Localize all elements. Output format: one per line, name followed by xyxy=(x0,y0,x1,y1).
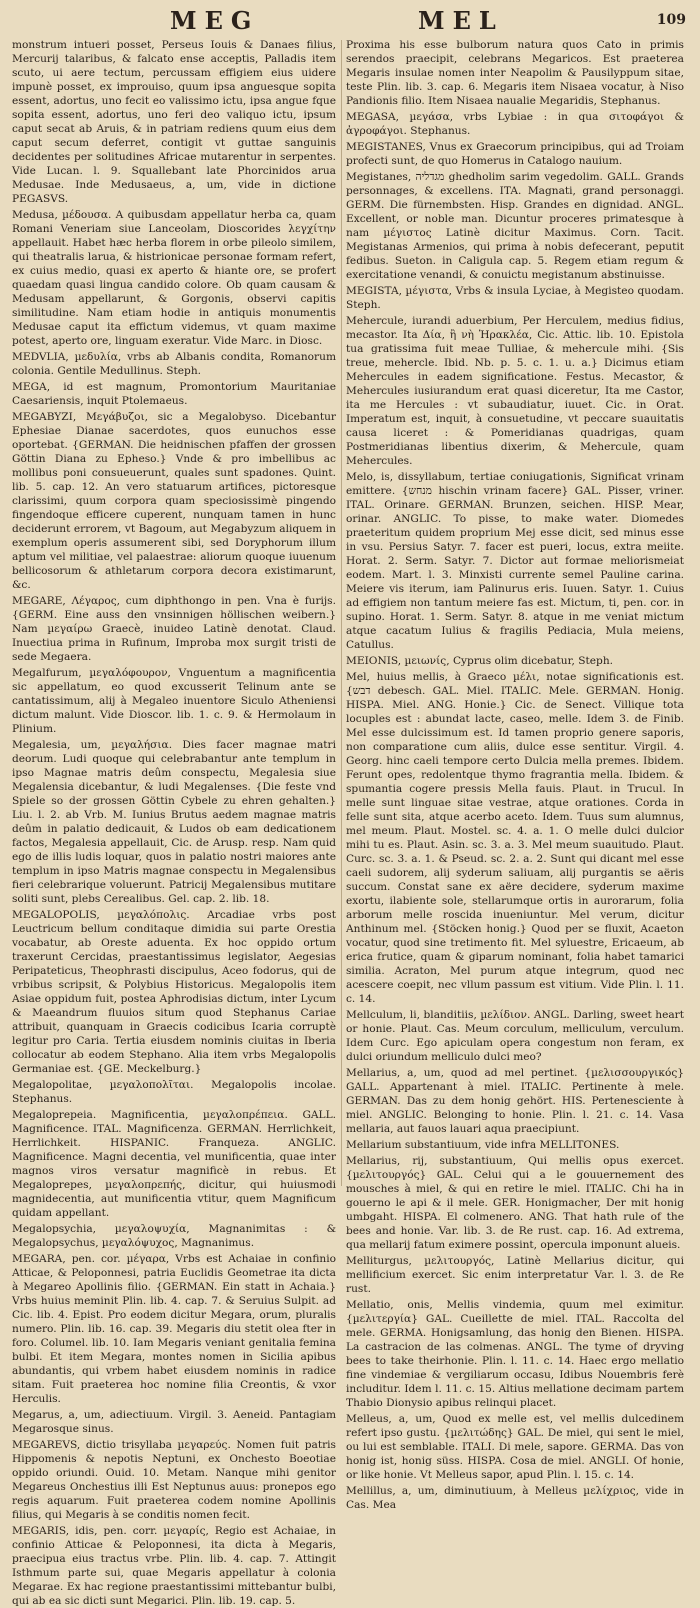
dictionary-entry: MEGARE, Λέγαρος, cum diphthongo in pen. Vna è furijs. {GERM. Eine auss den vnsinnigen höllischen weibern.} Nam µεγαίρω Graecè, inuideo Latinè denotat. Claud. Inuectiua prima in Rufinum, Improba mox surgit tristi de sede Megaera. xyxy=(12,595,336,663)
dictionary-entry: Melliturgus, µελιτουργός, Latinè Mellarius dicitur, qui mellificium exercet. Sic enim interpretatur Var. l. 3. de Re rust. xyxy=(346,1255,684,1295)
dictionary-entry: MEGA, id est magnum, Promontorium Mauritaniae Caesariensis, inquit Ptolemaeus. xyxy=(12,381,336,407)
column-divider xyxy=(341,40,342,1186)
dictionary-entry: monstrum intueri posset, Perseus Iouis & Danaes filius, Mercurij talaribus, & falcato ense acceptis, Palladis item scuto, ui aere tectum, percussam effigiem eius uidere impunè posset, ex improuiso, quum ipsa anguesque sopita essent, adortus, uno fecit eo valissimo ictu, ipsa angue fque sopita essent, adortus, uno feri deo valiquo ictu, ipsum caput secat ab Aruis, & in patriam rediens quum eius dem caput secum deferret, contigit vt guttae sanguinis decidentes per solitudines Africae mutarentur in serpentes. Vide Lucan. l. 9. Squallebant late Phorcinidos arua Medusae. Inde Medusaeus, a, um, vide in dictione PEGASVS. xyxy=(12,39,336,205)
dictionary-entry: MEGISTA, µέγιστα, Vrbs & insula Lyciae, à Megisteo quodam. Steph. xyxy=(346,285,684,311)
dictionary-entry: Melleus, a, um, Quod ex melle est, vel mellis dulcedinem refert ipso gustu. {µελιτώδης} GAL. De miel, qui sent le miel, ou lui est semblable. ITALI. Di mele, sapore. GERMA. Das von honig ist, honig süss. HISPA. Cosa de miel. ANGLI. Of honie, or like honie. Vt Melleus sapor, apud Plin. l. 15. c. 14. xyxy=(346,1413,684,1481)
dictionary-entry: MEGARIS, idis, pen. corr. µεγαρίς, Regio est Achaiae, in confinio Atticae & Peloponnesi, ita dicta à Megaris, praecipua eius tractus vrbe. Plin. lib. 4. cap. 7. Attingit Isthmum parte sui, quae Megaris appellatur à colonia Megarae. Ex hac regione praestantissimi mittebantur bulbi, qui ab ea sic dicti sunt Megarici. Plin. lib. 19. cap. 5. xyxy=(12,1525,336,1607)
dictionary-entry: Melo, is, dissyllabum, tertiae coniugationis, Significat vrinam emittere. {מנחש hischin vrinam facere} GAL. Pisser, vriner. ITAL. Orinare. GERMAN. Brunzen, seichen. HISP. Mear, orinar. ANGLIC. To pisse, to make water. Diomedes praeteritum quidem proprium Mej esse dicit, sed minus esse in vsu. Persius Satyr. 7. facer est pueri, locus, extra meiite. Horat. 2. Serm. Satyr. 7. Dictor aut formae meliorismeiat eodem. Mart. l. 3. Minxisti currente semel Pauline carina. Meiere vis iterum, iam Palinurus eris. Iuuen. Satyr. 1. Cuius ad effigiem non tantum meiere fas est. Mictum, ti, pen. cor. in supino. Horat. 1. Serm. Satyr. 8. atque in me veniat mictum atque cacatum Iulius & fragilis Pediacia, Mula meiens, Catullus. xyxy=(346,471,685,651)
dictionary-entry: Medusa, µέδουσα. A quibusdam appellatur herba ca, quam Romani Veneriam siue Lanceolam, Dioscorides λεγχίτην appellauit. Habet hæc herba florem in orbe pileolo similem, qui theatralis larua, & histrionicae personae formam refert, ex cuius medio, quasi ex aperto & hiante ore, se profert quaedam quasi lingua candido colore. Ob quam causam & Medusam appellarunt, & Gorgonis, observi capitis similitudine. Nam etiam hodie in antiquis monumentis Medusae caput ita effictum videmus, vt quam maxime potest, aperto ore, linguam exeratur. Vide Marc. in Diosc. xyxy=(12,209,336,347)
dictionary-entry: MEGALOPOLIS, µεγαλόπολις. Arcadiae vrbs post Leuctricum bellum conditaque dimidia sui parte Orestia vocabatur, ab Oreste aduenta. Ex hoc oppido ortum traxerunt Cercidas, praestantissimus legislator, Aegesias Peripateticus, Theophrasti discipulus, Aceo fodorus, qui de vrbibus scripsit, & Polybius Historicus. Megalopolis item Asiae oppidum fuit, postea Aphrodisias dictum, inter Lycum & Maeandrum fluuios situm quod Stephanus Cariae attribuit, quanquam in Graecis codicibus Icaria corruptè legitur pro Caria. Tertia eiusdem nominis ciuitas in Iberia collocatur ab eodem Stephano. Alia item vrbs Megalopolis Germaniae est. {GE. Meckelburg.} xyxy=(12,909,336,1075)
dictionary-entry: MEGAREVS, dictio trisyllaba µεγαρεύς. Nomen fuit patris Hippomenis & nepotis Neptuni, ex Onchesto Boeotiae oppido oriundi. Ouid. 10. Metam. Nanque mihi genitor Megareus Onchestius illi Est Neptunus auus: pronepos ego regis aquarum. Fuit praeterea codem nomine Apollinis filius, qui Megaris à se conditis nomen fecit. xyxy=(12,1439,336,1521)
dictionary-entry: Mehercule, iurandi aduerbium, Per Herculem, medius fidius, mecastor. Ita Δία, ἢ νὴ Ἡρακλέα, Cic. Attic. lib. 10. Epistola tua gratissima fuit meae Tulliae, & mehercule mihi. {Sis treue, mehercle. Ibid. Nb. p. 5. c. 1. u. a.} Dicimus etiam Mehercules in eadem significatione. Festus. Mecastor, & Mehercules iusiurandum erat quasi diceretur, Ita me Castor, ita me Hercules : vt subaudiatur, iuuet. Cic. in Orat. Imperatum est, inquit, à consuetudine, vt peccare suauitatis causa liceret : & Pomeridianas quadrigas, quam Postmeridianas libentius dixerim, & Mehercule, quam Mehercules. xyxy=(346,315,684,467)
dictionary-entry: Megarus, a, um, adiectiuum. Virgil. 3. Aeneid. Pantagiam Megarosque sinus. xyxy=(12,1409,336,1435)
page-header xyxy=(0,6,700,34)
dictionary-entry: MEGARA, pen. cor. µέγαρα, Vrbs est Achaiae in confinio Atticae, & Peloponnesi, patria Euclidis Geometrae ita dicta à Megareo Apollinis filio. {GERMAN. Ein statt in Achaia.} Vrbs huius meminit Plin. lib. 4. cap. 7. & Seruius Sulpit. ad Cic. lib. 4. Epist. Pro eodem dicitur Megara, orum, pluralis numero. Plin. lib. 16. cap. 39. Megaris diu stetit olea fter in foro. Columel. lib. 10. Iam Megaris veniant genitalia femina bulbi. Et item Megara, montes nomen in Sicilia apibus abundantis, qui vrbem habet eiusdem nominis in radice sitam. Fuit praeterea hoc nomine filia Creontis, & vxor Herculis. xyxy=(12,1253,336,1405)
page-number: 109 xyxy=(656,12,686,28)
right-running-head: MEL xyxy=(418,6,504,35)
dictionary-entry: MEGABYZI, Μεγάβυζοι, sic a Megalobyso. Dicebantur Ephesiae Dianae sacerdotes, quos eunuchos esse oportebat. {GERMAN. Die heidnischen pfaffen der grossen Göttin Diana zu Epheso.} Vnde & pro imbellibus ac mollibus poni consueuerunt, quales sunt spadones. Quint. lib. 5. cap. 12. An vero statuarum artifices, pictoresque clarissimi, quum corpora quam speciosissimè pingendo fingendoque efficere cuperent, nunquam tamen in hunc deciderunt errorem, vt Bagoum, aut Megabyzum aliquem in exemplum operis assumerent sibi, sed Doryphorum illum aptum vel militiae, vel palaestrae: aliorum quoque iuuenum bellicosorum & athletarum corpora decora existimarunt, &c. xyxy=(12,411,336,591)
dictionary-entry: MEGISTANES, Vnus ex Graecorum principibus, qui ad Troiam profecti sunt, de quo Homerus in Catalogo nauium. xyxy=(346,141,684,167)
dictionary-entry: Megalfurum, µεγαλόφουρον, Vnguentum a magnificentia sic appellatum, eo quod excusserit Telinum ante se cantatissimum, alij à Megaleo inuentore Siculo Atheniensi dictum malunt. Vide Dioscor. lib. 1. c. 9. & Hermolaum in Plinium. xyxy=(12,667,336,735)
dictionary-entry: Proxima his esse bulborum natura quos Cato in primis serendos praecipit, celebrans Megaricos. Est praeterea Megaris insulae nomen inter Neapolim & Pausilyppum sitae, teste Plin. lib. 3. cap. 6. Megaris item Nisaea vocatur, à Niso Pandionis filio. Item Nisaea naualie Megaridis, Stephanus. xyxy=(346,39,684,107)
dictionary-entry: Megistanes, מגדליה ghedholim sarim vegedolim. GALL. Grands personnages, & excellens. ITA. Magnati, grand personaggi. GERM. Die fürnembsten. Hisp. Grandes en dignidad. ANGL. Excellent, or noble man. Dicuntur proceres primatesque à nam µέγιστος Latinè dicitur Maximus. Corn. Tacit. Megistanas Armenios, qui prima à nobis defecerant, peputit fedibus. Sueton. in Caligula cap. 5. Regem etiam regum & exercitatione venandi, & conuictu megistanum abstinuisse. xyxy=(346,171,684,281)
dictionary-entry: MEIONIS, µειωνίς, Cyprus olim dicebatur, Steph. xyxy=(346,655,614,667)
dictionary-entry: Megalesia, um, µεγαλήσια. Dies facer magnae matri deorum. Ludi quoque qui celebrabantur ante templum in ipso Magnae matris deûm conspectu, Megalesia siue Megalensia dicebantur, & ludi Megalenses. {Die feste vnd Spiele so der grossen Göttin Cybele zu ehren gehalten.} Liu. l. 2. ab Vrb. M. Iunius Brutus aedem magnae matris deûm in palatio dedicauit, & Ludos ob eam dedicationem factos, Megalesia appellauit, Cic. de Arusp. resp. Nam quid ego de illis ludis loquar, quos in palatio nostri maiores ante templum in ipso Matris magnae conspectu in Megalensibus fieri celebrarique voluerunt. Patricij Megalensibus mutitare soliti sunt, plebs Cerealibus. Gel. cap. 2. lib. 18. xyxy=(12,739,336,905)
dictionary-entry: Mellarium substantiuum, vide infra MELLITONES. xyxy=(346,1139,620,1151)
dictionary-entry: Megalopsychia, µεγαλοψυχία, Magnanimitas : & Megalopsychus, µεγαλόψυχος, Magnanimus. xyxy=(12,1223,336,1249)
right-column xyxy=(346,38,685,1511)
dictionary-entry: Mellillus, a, um, diminutiuum, à Melleus µελίχριος, vide in Cas. Mea xyxy=(346,1485,684,1511)
dictionary-entry: Megaloprepeia. Magnificentia, µεγαλοπρέπεια. GALL. Magnificence. ITAL. Magnificenza. GERMAN. Herrlichkeit, Herrlichkeit. HISPANIC. Franqueza. ANGLIC. Magnificence. Magni decentia, vel munificentia, quae inter magnos viros versatur magnificè in rebus. Et Megaloprepes, µεγαλοπρεπής, dicitur, qui huiusmodi magnidecentia, aut munificentia vtitur, quem Magnificum quidam appellant. xyxy=(12,1109,336,1219)
dictionary-entry: Mel, huius mellis, à Graeco µέλι, notae significationis est. {דבש debesch. GAL. Miel. ITALIC. Mele. GERMAN. Honig. HISPA. Miel. ANG. Honie.} Cic. de Senect. Villique tota locuples est : abundat lacte, caseo, melle. Idem 3. de Finib. Mel esse dulcissimum est. Id tamen proprio genere saporis, non comparatione cum aliis, dulce esse sentitur. Virgil. 4. Georg. hinc caeli tempore certo Dulcia mella premes. Ibidem. Ferunt opes, redolentque thymo fragrantia mella. Ibidem. & spumantia cogere pressis Mella fauis. Plaut. in Trucul. In melle sunt linguae sitae vestrae, atque orationes. Corda in felle sunt sita, atque acerbo aceto. Idem. Tuus sum alumnus, mel meum. Plaut. Mostel. sc. 4. a. 1. O melle dulci dulcior mihi tu es. Plaut. Asin. sc. 3. a. 3. Mel meum suauitudo. Plaut. Curc. sc. 3. a. 1. & Pseud. sc. 2. a. 2. Sunt qui dicant mel esse caeli sudorem, alij syderum saliuam, alij purgantis se aëris succum. Constat sane ex aëre decidere, syderum maxime exortu, ilabiente sole, stellarumque ortis in aurorarum, folia arborum melle roscida inueniuntur. Mel verum, dicitur Anthinum mel. {Stöcken honig.} Quod per se fluxit, Acaeton vocatur, quod sine tretimento fit. Mel syluestre, Ericaeum, ab erica frutice, quam & giparum nominant, folia habet tamarici similia. Acraton, Mel purum atque integrum, quod nec acescere coepit, nec vllum passum est vitium. Vide Plin. l. 11. c. 14. xyxy=(346,671,684,1005)
dictionary-entry: MEDVLIA, µεδυλία, vrbs ab Albanis condita, Romanorum colonia. Gentile Medullinus. Steph. xyxy=(12,351,336,377)
dictionary-entry: Mellarius, rij, substantiuum, Qui mellis opus exercet. {µελιτουργός} GAL. Celui qui a le gouuernement des mousches à miel, & qui en retire le miel. ITALIC. Chi ha in gouerno le api & il mele. GER. Honigmacher, Der mit honig umbgaht. HISPA. El colmenero. ANG. That hath rule of the bees and honie. Var. lib. 3. de Re rust. cap. 16. Ad extrema, qua mellarij fatum eximere possint, opercula imponunt alueis. xyxy=(346,1155,684,1251)
dictionary-entry: Mellarius, a, um, quod ad mel pertinet. {µελισσουργικός} GALL. Appartenant à miel. ITALIC. Pertinente à mele. GERMAN. Das zu dem honig gehört. HIS. Pertenesciente à miel. ANGLIC. Belonging to honie. Plin. l. 21. c. 14. Vasa mellaria, aut fauos lauari aqua praecipiunt. xyxy=(346,1067,684,1135)
dictionary-entry: Mellculum, li, blanditiis, µελίδιον. ANGL. Darling, sweet heart or honie. Plaut. Cas. Meum corculum, melliculum, verculum. Idem Curc. Ego apiculam opera congestum non feram, ex dulci oriundum melliculo dulci meo? xyxy=(346,1009,684,1063)
left-column xyxy=(12,38,336,1607)
dictionary-entry: Mellatio, onis, Mellis vindemia, quum mel eximitur. {µελιτεργία} GAL. Cueillette de miel. ITAL. Raccolta del mele. GERMA. Honigsamlung, das honig den Bienen. HISPA. La castracion de las colmenas. ANGL. The tyme of dryving bees to take theirhonie. Plin. l. 11. c. 14. Haec ergo mellatio fine vindemiae & vergiliarum occasu, Idibus Nouembris ferè includitur. Idem l. 11. c. 15. Altius mellatione decimam partem Thabio Dionysio apibus relinqui placet. xyxy=(346,1299,684,1409)
dictionary-entry: Megalopolitae, µεγαλοπολῖται. Megalopolis incolae. Stephanus. xyxy=(12,1079,336,1105)
dictionary-entry: MEGASA, µεγάσα, vrbs Lybiae : in qua σιτοφάγοι & ἀγροφάγοι. Stephanus. xyxy=(346,111,684,137)
left-running-head: MEG xyxy=(170,6,260,35)
